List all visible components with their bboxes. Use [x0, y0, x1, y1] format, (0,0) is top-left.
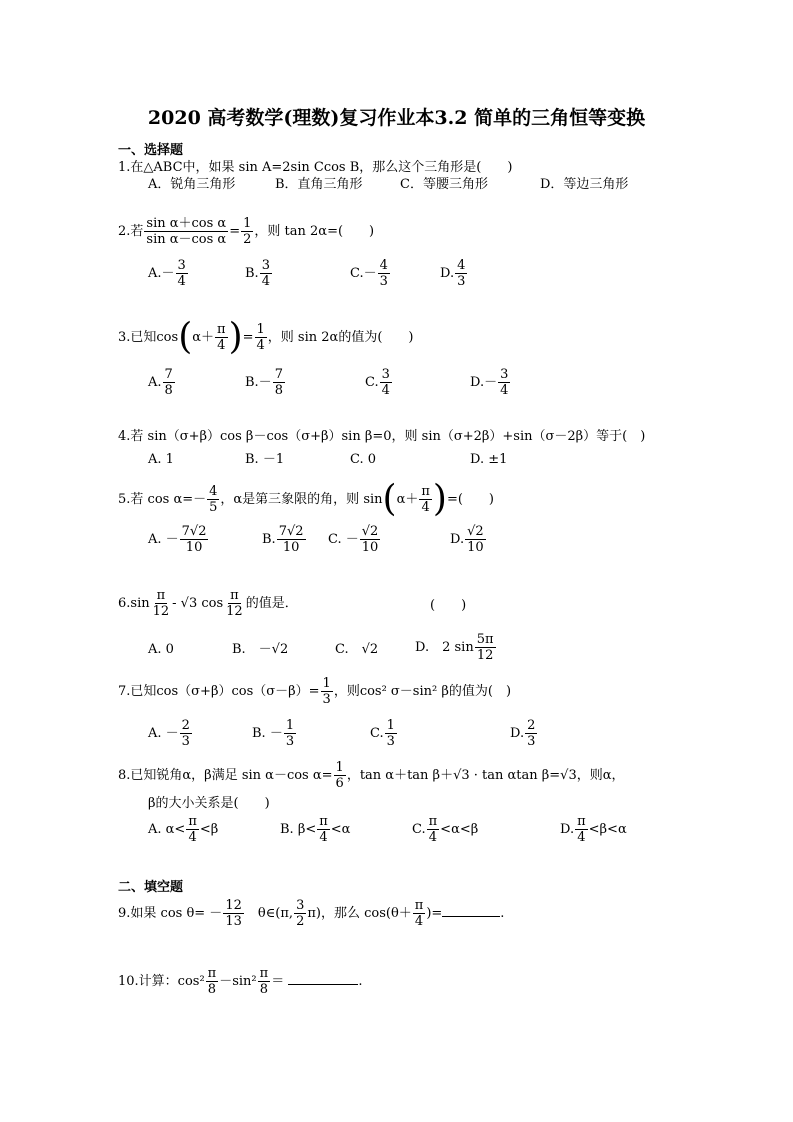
- q3-option-a: A. $\frac{7}{8}$: [148, 367, 173, 398]
- q1-option-c: C．等腰三角形: [400, 177, 488, 192]
- q1-option-a: A．锐角三角形: [148, 177, 236, 192]
- q7-stem: 7.已知cos（σ+β）cos（σ－β）= $\frac{1}{3}$ ，则cos² σ－sin² β的值为( ): [118, 676, 512, 707]
- q6-option-a: A. 0: [148, 642, 174, 657]
- q9-stem: 9.如果 cos θ= － $\frac{12}{13}$ θ∈(π, $\frac{3}{2}$ π)，那么 cos(θ＋ $\frac{\pi}{4}$ )= .: [118, 898, 505, 929]
- q1-option-b: B．直角三角形: [275, 177, 363, 192]
- q6-stem: 6.sin $\frac{\pi}{12}$ - √3 cos $\frac{\pi}{12}$ 的值是．: [118, 588, 298, 619]
- q3-option-c: C. $\frac{3}{4}$: [365, 367, 390, 398]
- q6-option-c: C. √2: [335, 642, 379, 657]
- q8-stem: 8.已知锐角α，β满足 sin α－cos α= $\frac{1}{6}$ ，tan α＋tan β＋√3 · tan αtan β=√3，则α，: [118, 760, 625, 791]
- q1-option-d: D．等边三角形: [540, 177, 629, 192]
- q8-option-b: B. β< $\frac{\pi}{4}$ <α: [280, 814, 351, 845]
- q10-stem: 10.计算：cos² $\frac{\pi}{8}$ －sin² $\frac{\pi}{8}$ ＝ .: [118, 966, 363, 997]
- q5-option-a: A. － $\frac{7√2}{10}$: [148, 524, 207, 555]
- q7-option-b: B. － $\frac{1}{3}$: [252, 718, 295, 749]
- q6-option-b: B. －√2: [232, 642, 289, 657]
- q2-stem: 2.若 $\frac{\text{sin α＋cos α}}{\text{sin α－cos α}}$ = $\frac{1}{2}$ ，则 tan 2α=( ): [118, 216, 375, 247]
- q8-option-a: A. α< $\frac{\pi}{4}$ <β: [148, 814, 219, 845]
- q10-answer-blank[interactable]: [288, 971, 358, 985]
- q9-answer-blank[interactable]: [442, 903, 500, 917]
- q2-option-d: D. $\frac{4}{3}$: [440, 258, 466, 289]
- q2-option-a: A.－ $\frac{3}{4}$: [148, 258, 186, 289]
- q5-option-c: C. － $\frac{√2}{10}$: [328, 524, 379, 555]
- q2-option-b: B. $\frac{3}{4}$: [245, 258, 270, 289]
- section-choice: 一、选择题: [118, 143, 184, 158]
- q4-option-a: A. 1: [148, 452, 174, 467]
- q6-answer-paren: ( ): [430, 598, 467, 613]
- section-fill-blank: 二、填空题: [118, 880, 184, 895]
- q8-option-c: C. $\frac{\pi}{4}$ <α<β: [412, 814, 479, 845]
- q5-option-b: B. $\frac{7√2}{10}$: [262, 524, 304, 555]
- q7-option-c: C. $\frac{1}{3}$: [370, 718, 395, 749]
- q4-stem: 4.若 sin（σ+β）cos β－cos（σ+β）sin β=0，则 sin（σ+2β）+sin（σ－2β）等于( ): [118, 429, 646, 444]
- q8-stem-line2: β的大小关系是( ): [148, 796, 270, 811]
- page-title: 2020 高考数学(理数)复习作业本3.2 简单的三角恒等变换: [147, 107, 646, 129]
- q3-option-d: D.－ $\frac{3}{4}$: [470, 367, 509, 398]
- q2-option-c: C.－ $\frac{4}{3}$: [350, 258, 388, 289]
- q5-option-d: D. $\frac{√2}{10}$: [450, 524, 484, 555]
- q4-option-b: B. －1: [245, 452, 285, 467]
- q4-option-c: C. 0: [350, 452, 377, 467]
- q7-option-a: A. － $\frac{2}{3}$: [148, 718, 190, 749]
- q8-option-d: D. $\frac{\pi}{4}$ <β<α: [560, 814, 627, 845]
- q3-stem: 3.已知cos(α＋ $\frac{\pi}{4}$ )= $\frac{1}{4}$ ，则 sin 2α的值为( ): [118, 316, 414, 358]
- q1-stem: 1.在△ABC中，如果 sin A=2sin Ccos B，那么这个三角形是( ): [118, 160, 513, 175]
- q6-option-d: D. 2 sin $\frac{5\pi}{12}$: [415, 632, 494, 663]
- q7-option-d: D. $\frac{2}{3}$: [510, 718, 536, 749]
- q4-option-d: D. ±1: [470, 452, 508, 467]
- q3-option-b: B.－ $\frac{7}{8}$: [245, 367, 283, 398]
- q5-stem: 5.若 cos α=－ $\frac{4}{5}$ ，α是第三象限的角，则 sin(α＋ $\frac{\pi}{4}$ )=( ): [118, 478, 494, 520]
